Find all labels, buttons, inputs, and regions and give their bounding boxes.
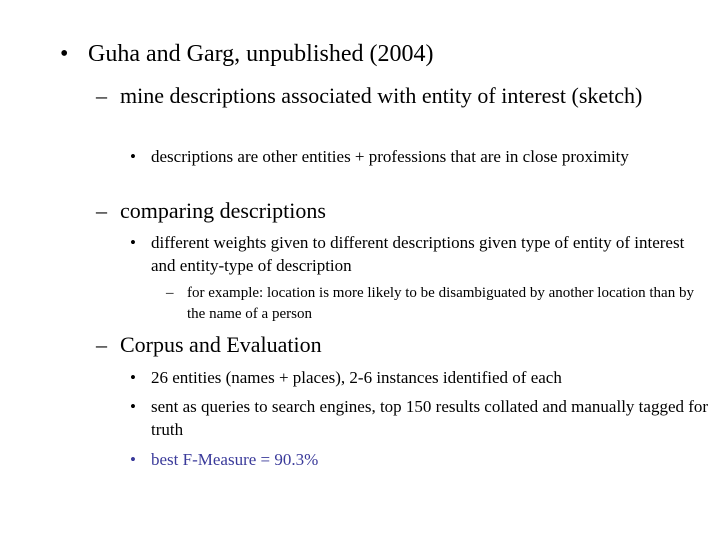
bullet-guha-garg (60, 40, 688, 69)
subsubbullet-best-f-measure (130, 448, 711, 471)
dash-marker: – (96, 83, 107, 108)
subsubbullet-text: descriptions are other entities + professions that are in close proximity (151, 147, 629, 166)
subbullet-comparing-descriptions (96, 197, 680, 225)
bullet-text: Guha and Garg, unpublished (2004) (88, 41, 434, 67)
dash-marker: – (96, 198, 107, 223)
level4-text: for example: location is more likely to be disambiguated by another location than by the name of a person (187, 285, 694, 322)
bullet-marker: • (130, 147, 136, 166)
bullet-marker: • (130, 368, 136, 387)
subsubbullet-sent-as-queries (130, 395, 711, 441)
subsubbullet-26-entities (130, 366, 711, 389)
subsubbullet-text: best F-Measure = 90.3% (151, 450, 319, 469)
bullet-marker: • (60, 41, 69, 67)
subbullet-corpus-evaluation (96, 331, 680, 359)
bullet-marker: • (130, 233, 136, 252)
bullet-marker: • (130, 397, 136, 416)
subbullet-text: mine descriptions associated with entity of interest (sketch) (120, 83, 643, 108)
subbullet-mine-descriptions (96, 82, 680, 110)
dash-marker: – (96, 332, 107, 357)
subbullet-text: Corpus and Evaluation (120, 332, 322, 357)
subsubbullet-different-weights (130, 231, 711, 277)
subbullet-text: comparing descriptions (120, 198, 326, 223)
level4-for-example (166, 283, 707, 325)
dash-marker: – (166, 285, 174, 301)
subsubbullet-descriptions-entities (130, 145, 711, 168)
subsubbullet-text: sent as queries to search engines, top 150 results collated and manually tagged for truth (151, 397, 709, 439)
subsubbullet-text: 26 entities (names + places), 2-6 instances identified of each (151, 368, 562, 387)
subsubbullet-text: different weights given to different descriptions given type of entity of interest and entity-type of description (151, 233, 685, 275)
bullet-marker: • (130, 450, 136, 469)
